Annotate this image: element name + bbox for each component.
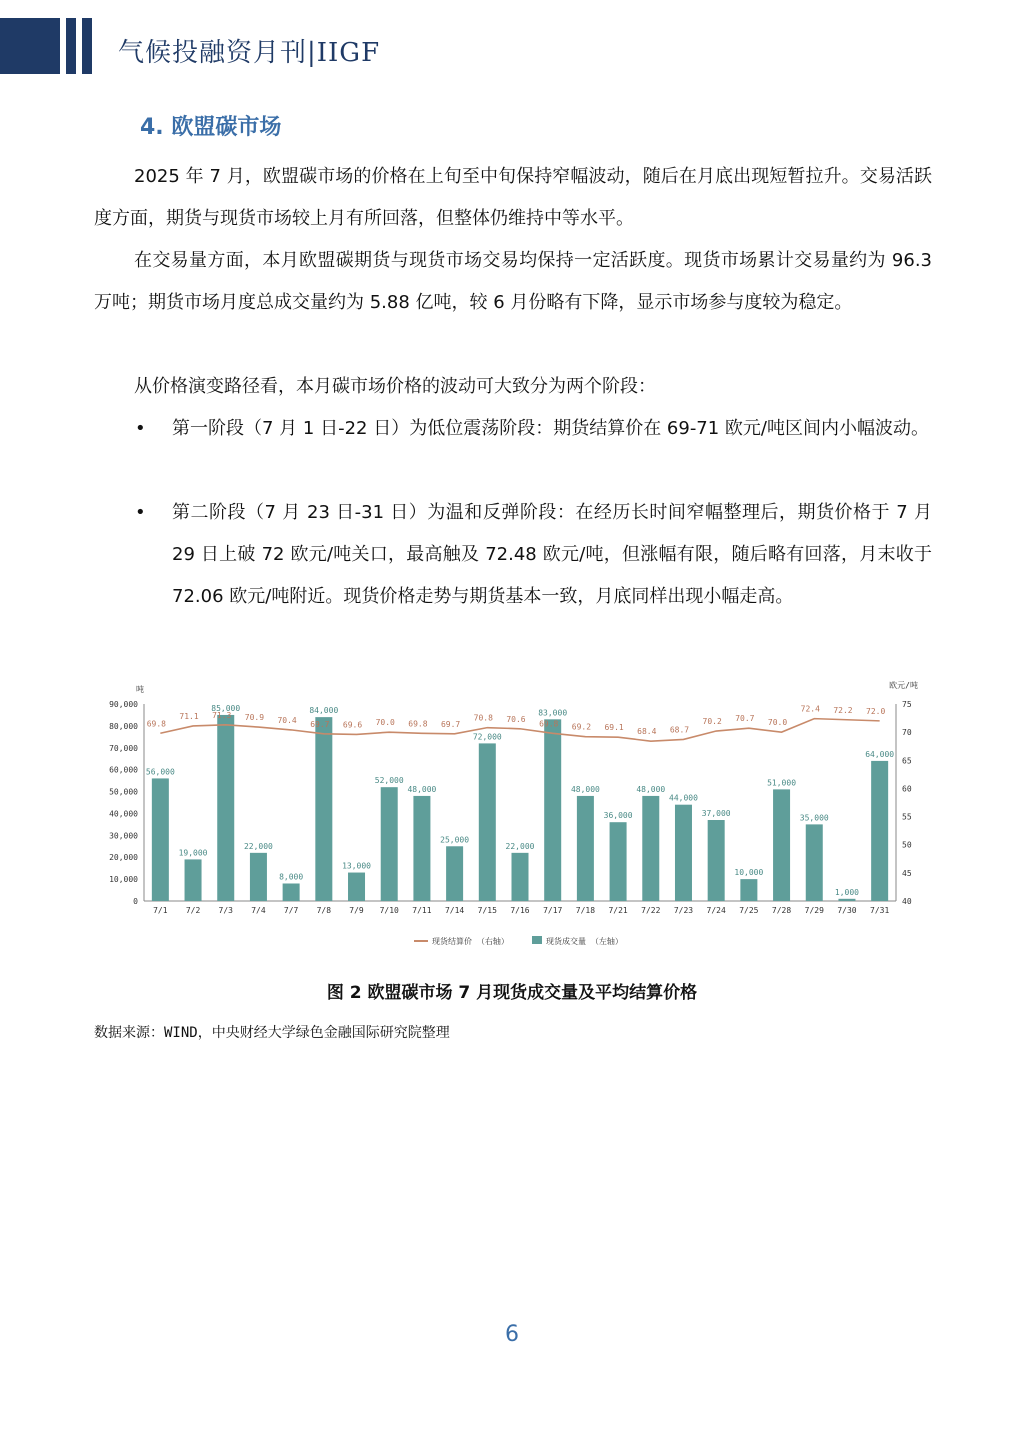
volume-bar [577,796,594,901]
price-data-label: 71.3 [212,710,232,720]
section-title: 4. 欧盟碳市场 [140,115,282,140]
volume-bar [250,853,267,901]
price-data-label: 69.6 [342,720,363,730]
page-number: 6 [505,1322,519,1347]
right-tick-label: 40 [902,897,912,906]
left-tick-label: 40,000 [109,809,138,819]
x-tick-label: 7/31 [870,906,890,915]
price-data-label: 70.9 [244,713,265,723]
paragraph-2: 在交易量方面，本月欧盟碳期货与现货市场交易均保持一定活跃度。现货市场累计交易量约为 96.3 万吨；期货市场月度总成交量约为 5.88 亿吨，较 6 月份略有下降，显示市场参与度较为稳定。 [94,250,932,313]
bullet-item-2: 第二阶段（7 月 23 日-31 日）为温和反弹阶段：在经历长时间窄幅整理后，期货价格于 7 月 29 日上破 72 欧元/吨关口，最高触及 72.48 欧元/吨，但涨幅有限，随后略有回落，月末收于 72.06 欧元/吨附近。现货价格走势与期货基本一致，月底同样出现小幅走高。 [172,502,932,607]
price-data-label: 69.7 [440,719,461,729]
x-tick-label: 7/22 [641,906,661,915]
volume-price-chart [96,676,926,956]
bullet-item-1: 第一阶段（7 月 1 日-22 日）为低位震荡阶段：期货结算价在 69-71 欧元/吨区间内小幅波动。 [172,418,929,439]
x-tick-label: 7/15 [477,906,497,915]
paragraph-3: 从价格演变路径看，本月碳市场价格的波动可大致分为两个阶段： [134,376,656,397]
volume-bar [381,787,398,901]
volume-bar [348,873,365,901]
volume-data-label: 56,000 [145,767,175,777]
price-data-label: 70.4 [277,715,297,725]
volume-data-label: 1,000 [834,887,860,897]
price-data-label: 69.7 [310,719,330,729]
header-bar-stripe [82,18,92,74]
right-tick-label: 50 [902,840,912,850]
x-tick-label: 7/24 [706,906,726,915]
volume-data-label: 48,000 [636,784,666,794]
right-tick-label: 65 [902,756,912,766]
legend-bar-swatch [532,936,542,944]
left-tick-label: 10,000 [109,875,138,885]
x-tick-label: 7/23 [673,906,694,915]
volume-data-label: 13,000 [342,861,371,871]
price-data-label: 69.8 [146,719,166,729]
right-axis-unit: 欧元/吨 [889,681,918,690]
x-tick-label: 7/21 [608,906,628,915]
x-tick-label: 7/9 [349,906,364,915]
volume-bar [511,853,528,901]
volume-data-label: 72,000 [472,732,502,742]
x-tick-label: 7/10 [379,906,399,915]
volume-bar [675,805,692,901]
left-tick-label: 90,000 [109,700,138,709]
x-tick-label: 7/14 [444,906,465,915]
volume-bar [185,859,202,901]
x-tick-label: 7/1 [153,906,168,915]
price-data-label: 71.1 [179,711,199,721]
left-tick-label: 30,000 [109,831,138,841]
header-logo-bars [0,18,95,74]
volume-bar [610,822,627,901]
volume-bar [838,899,855,901]
left-tick-label: 80,000 [109,721,138,731]
header-title: 气候投融资月刊|IIGF [118,38,381,68]
left-tick-label: 20,000 [109,853,138,863]
volume-data-label: 22,000 [243,841,273,851]
volume-data-label: 48,000 [570,784,600,794]
right-tick-label: 45 [902,868,912,878]
right-tick-label: 60 [902,784,912,794]
volume-bar [217,715,234,901]
volume-data-label: 48,000 [407,784,437,794]
data-source: 数据来源：WIND，中央财经大学绿色金融国际研究院整理 [94,1025,450,1041]
volume-data-label: 22,000 [505,841,535,851]
volume-data-label: 51,000 [767,778,797,788]
left-axis-unit: 吨 [136,685,144,694]
price-data-label: 70.7 [735,714,755,724]
volume-data-label: 64,000 [865,749,895,759]
volume-bar [152,778,169,901]
price-data-label: 69.2 [571,722,592,732]
price-data-label: 69.8 [539,719,559,729]
bullet-marker: • [135,418,146,439]
x-tick-label: 7/4 [251,906,266,915]
right-tick-label: 75 [902,700,912,709]
volume-data-label: 85,000 [211,703,241,713]
left-tick-label: 0 [133,897,138,906]
legend-line-label: 现货结算价 （右轴） [432,937,509,946]
volume-data-label: 84,000 [309,706,339,716]
x-tick-label: 7/17 [543,906,563,915]
volume-bar [544,719,561,901]
volume-bar [806,824,823,901]
x-tick-label: 7/16 [510,906,530,915]
figure-caption: 图 2 欧盟碳市场 7 月现货成交量及平均结算价格 [326,983,698,1003]
volume-bar [413,796,430,901]
volume-data-label: 25,000 [440,835,470,845]
header-bar-block [0,18,60,74]
left-tick-label: 50,000 [109,787,138,797]
price-data-label: 70.6 [506,714,526,724]
volume-data-label: 8,000 [279,872,304,882]
x-tick-label: 7/8 [316,906,332,915]
volume-data-label: 37,000 [701,809,731,819]
right-tick-label: 70 [902,728,912,738]
left-tick-label: 70,000 [109,743,138,753]
x-tick-label: 7/25 [739,906,759,915]
volume-bar [446,846,463,901]
x-tick-label: 7/28 [771,906,792,915]
price-data-label: 70.0 [375,718,395,728]
price-data-label: 70.8 [473,713,493,723]
price-data-label: 69.8 [408,719,428,729]
price-data-label: 72.0 [866,706,886,716]
price-data-label: 72.2 [833,705,853,715]
x-tick-label: 7/30 [837,906,857,915]
volume-bar [642,796,659,901]
price-data-label: 72.4 [800,704,820,714]
right-tick-label: 55 [902,812,912,822]
header-bar-stripe [66,18,76,74]
x-tick-label: 7/11 [412,906,432,915]
volume-data-label: 35,000 [799,813,829,823]
price-data-label: 69.1 [604,723,624,733]
volume-bar [479,743,496,901]
volume-data-label: 52,000 [374,776,404,786]
legend-bar-label: 现货成交量 （左轴） [546,937,623,946]
volume-bar [315,717,332,901]
left-tick-label: 60,000 [109,765,138,775]
volume-bar [871,761,888,901]
paragraph-1: 2025 年 7 月，欧盟碳市场的价格在上旬至中旬保持窄幅波动，随后在月底出现短暂拉升。交易活跃度方面，期货与现货市场较上月有所回落，但整体仍维持中等水平。 [94,166,932,229]
x-tick-label: 7/29 [804,906,824,915]
x-tick-label: 7/2 [185,906,201,915]
price-data-label: 68.4 [637,727,657,737]
volume-data-label: 10,000 [734,868,764,878]
volume-data-label: 19,000 [178,848,208,858]
x-tick-label: 7/3 [218,906,233,915]
price-data-label: 68.7 [669,725,690,735]
x-tick-label: 7/7 [283,906,299,915]
volume-bar [740,879,757,901]
volume-bar [708,820,725,901]
price-data-label: 70.0 [767,718,788,728]
bullet-marker: • [135,502,146,523]
x-tick-label: 7/18 [575,906,596,915]
volume-data-label: 44,000 [669,793,698,803]
volume-data-label: 36,000 [603,811,633,821]
volume-data-label: 83,000 [538,708,568,718]
volume-bar [773,789,790,901]
price-data-label: 70.2 [702,717,722,727]
volume-bar [283,883,300,901]
